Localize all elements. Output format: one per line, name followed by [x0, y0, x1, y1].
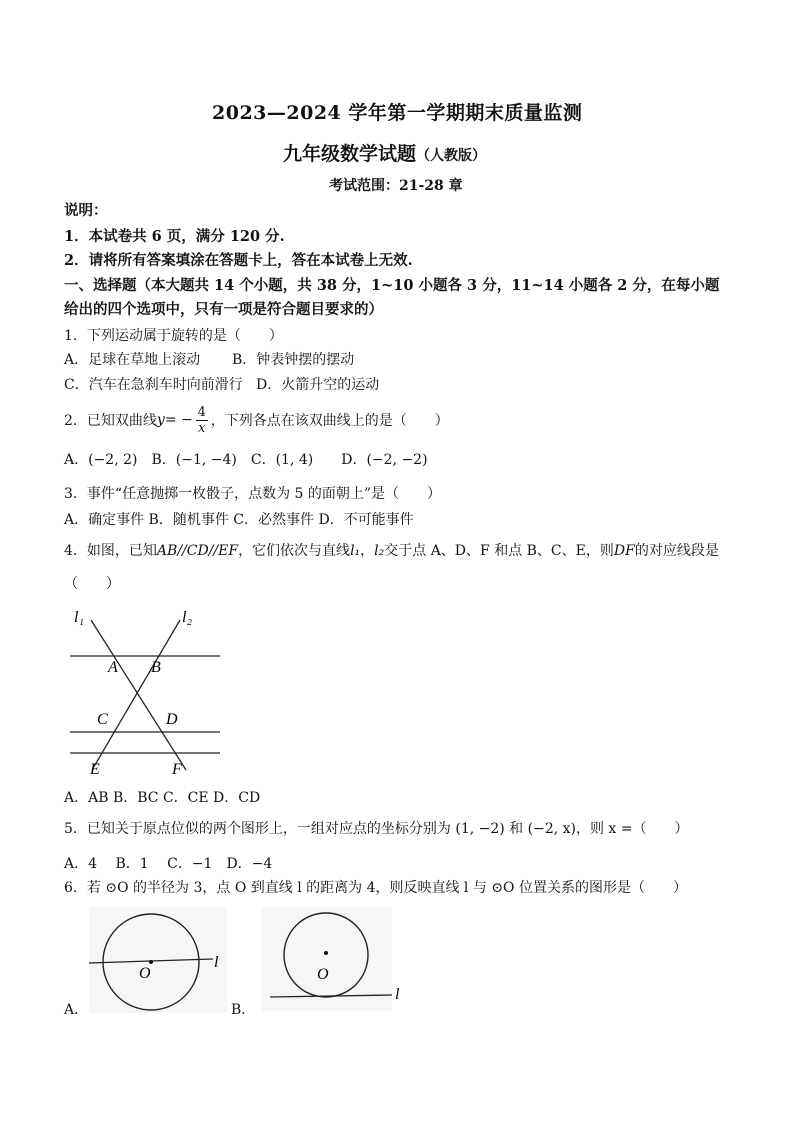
label-c: C [97, 711, 108, 728]
note-item-1: 1．本试卷共 6 页，满分 120 分. [64, 228, 285, 245]
label-l1: l₁ [74, 609, 85, 626]
q5-stem: 5．已知关于原点位似的两个图形上，一组对应点的坐标分别为 (1, −2) 和 (−2, x)，则 x =（ ） [64, 821, 689, 837]
q1-option-c: C．汽车在急刹车时向前滑行 [64, 377, 243, 393]
label-l2: l₂ [182, 609, 193, 626]
label-a: A [108, 659, 118, 676]
q5-options: A．4 B．1 C．−1 D．−4 [64, 856, 273, 872]
q2-stem-pre: 2．已知双曲线 [64, 413, 157, 429]
q2-denominator: x [198, 420, 206, 436]
q6-figure-b [262, 907, 406, 1011]
q1-option-a: A．足球在草地上滚动 [64, 352, 201, 368]
center-point [149, 960, 153, 964]
subtitle-text: 九年级数学试题 [283, 143, 417, 165]
q1-option-d: D．火箭升空的运动 [256, 377, 380, 393]
q2-y: y [156, 412, 165, 428]
section-heading-line2: 给出的四个选项中，只有一项是符合题目要求的） [64, 301, 383, 318]
center-point [324, 951, 328, 955]
label-e: E [90, 761, 100, 778]
q4-figure [64, 602, 224, 778]
q3-options: A．确定事件 B．随机事件 C．必然事件 D．不可能事件 [64, 512, 414, 528]
figure-background [89, 907, 227, 1013]
notes-heading: 说明： [64, 202, 108, 219]
section-heading-line1: 一、选择题（本大题共 14 个小题，共 38 分，1~10 小题各 3 分，11~14 小题各 2 分，在每小题 [64, 277, 720, 294]
q4-paren: （ ） [64, 576, 120, 592]
q4-l2: l₂ [374, 543, 385, 559]
label-f: F [172, 761, 182, 778]
q6-option-a-label: A． [64, 1002, 89, 1018]
q2-options: A．(−2, 2) B．(−1, −4) C．(1, 4) D．(−2, −2) [64, 452, 428, 468]
q2-eq: = − [164, 412, 193, 428]
q6-option-b-label: B． [231, 1002, 256, 1018]
exam-subtitle [283, 139, 486, 166]
exam-scope: 考试范围：21-28 章 [329, 178, 463, 194]
label-d: D [166, 711, 178, 728]
label-l: l [214, 954, 219, 971]
q2-stem-post: ，下列各点在该双曲线上的是（ ） [210, 413, 449, 429]
q4-l1: l₁ [350, 543, 361, 559]
q4-stem-mid: ，它们依次与直线 [238, 543, 351, 559]
q2-fraction [196, 405, 208, 436]
label-b: B [151, 659, 161, 676]
q2-stem [64, 399, 449, 441]
q1-option-b: B．钟表钟摆的摆动 [232, 352, 355, 368]
exam-title: 2023—2024 学年第一学期期末质量监测 [212, 102, 583, 124]
q4-comma: ， [360, 543, 375, 559]
q1-stem: 1．下列运动属于旋转的是（ ） [64, 328, 283, 344]
label-l: l [395, 986, 400, 1003]
q2-numerator: 4 [197, 404, 206, 420]
q4-stem [64, 540, 719, 560]
q6-stem: 6．若 ⊙O 的半径为 3，点 O 到直线 l 的距离为 4，则反映直线 l 与 ⊙O 位置关系的图形是（ ） [64, 880, 687, 896]
q4-parallel: AB//CD//EF [156, 543, 239, 559]
q4-options: A．AB B．BC C．CE D．CD [64, 790, 261, 806]
q6-figure-a [89, 907, 227, 1013]
q4-stem-mid2: 交于点 A、D、F 和点 B、C、E，则 [384, 543, 614, 559]
q4-stem-pre: 4．如图，已知 [64, 543, 157, 559]
label-o: O [139, 965, 151, 982]
edition-label: （人教版） [416, 148, 487, 164]
q4-stem-post: 的对应线段是 [634, 543, 719, 559]
q3-stem: 3．事件“任意抛掷一枚骰子，点数为 5 的面朝上”是（ ） [64, 486, 442, 502]
label-o: O [317, 966, 329, 983]
q4-df: DF [613, 543, 635, 559]
note-item-2: 2．请将所有答案填涂在答题卡上，答在本试卷上无效. [64, 252, 413, 269]
